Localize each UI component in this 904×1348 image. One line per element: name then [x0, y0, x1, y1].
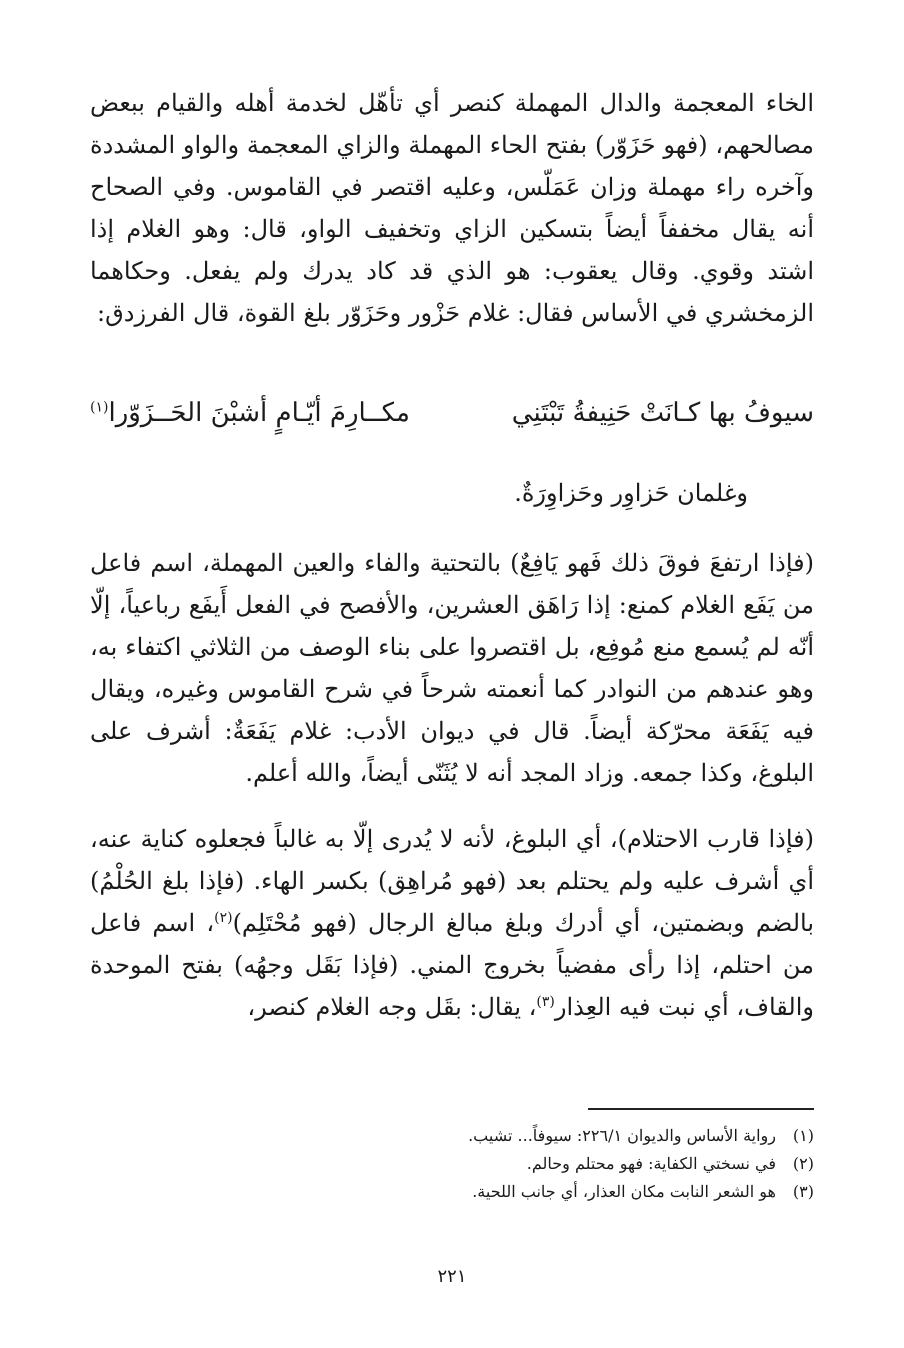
- footnote-item: [90, 1178, 814, 1206]
- paragraph-3-part-2: ، اسم فاعل من احتلم، إذا رأى مفضياً بخروج المني. (فإذا بَقَل وجهُه) بفتح الموحدة والقاف، أي نبت فيه العِذار: [90, 909, 814, 1021]
- verse-first-hemistich: سيوفُ بها كـانَتْ حَنِيفةُ تَبْتَنِي: [511, 398, 814, 428]
- footnote-marker-1: (١): [90, 399, 109, 416]
- footnotes-list: [90, 1122, 814, 1206]
- page-number: ٢٢١: [437, 1266, 467, 1287]
- footnote-marker-2: (٢): [214, 910, 233, 926]
- verse-second-hemistich: [90, 392, 410, 434]
- line-after-verse: وغلمان حَزاوِر وحَزاوِرَةٌ.: [514, 479, 748, 507]
- footnote-number: (١): [792, 1126, 814, 1145]
- footnote-number: (٢): [792, 1154, 814, 1173]
- verse-second-hemistich-text: مكــارِمَ أيّـامٍ أشبْنَ الحَــزَوّرا: [108, 398, 410, 428]
- footnote-item: [90, 1122, 814, 1150]
- footnote-divider: [588, 1108, 814, 1110]
- footnote-text: رواية الأساس والديوان ٢٢٦/١: سيوفاً... تشيب.: [468, 1126, 776, 1145]
- footnote-text: في نسختي الكفاية: فهو محتلم وحالم.: [526, 1154, 776, 1173]
- footnote-number: (٣): [792, 1182, 814, 1201]
- footnote-marker-3: (٣): [536, 994, 555, 1010]
- paragraph-1: الخاء المعجمة والدال المهملة كنصر أي تأهّل لخدمة أهله والقيام ببعض مصالحهم، (فهو حَزَوّر) بفتح الحاء المهملة والزاي المعجمة والواو المشددة وآخره راء مهملة وزان عَمَلّس، وعليه اقتصر في القاموس. وفي الصحاح أنه يقال مخففاً أيضاً بتسكين الزاي وتخفيف الواو، قال: وهو الغلام إذا اشتد وقوي. وقال يعقوب: هو الذي قد كاد يدرك ولم يفعل. وحكاهما الزمخشري في الأساس فقال: غلام حَزْور وحَزَوّر بلغ القوة، قال الفرزدق:: [90, 89, 814, 327]
- paragraph-3-part-3: ، يقال: بقَل وجه الغلام كنصر،: [247, 993, 537, 1021]
- paragraph-2: (فإذا ارتفعَ فوقَ ذلك فَهو يَافِعٌ) بالتحتية والفاء والعين المهملة، اسم فاعل من يَفَع الغلام كمنع: إذا رَاهَق العشرين، والأفصح في الفعل أَيفَع رباعياً، إلّا أنّه لم يُسمع منع مُوفِع، بل اقتصروا على بناء الوصف من الثلاثي اكتفاء به، وهو عندهم من النوادر كما أنعمته شرحاً في شرح القاموس وغيره، ويقال فيه يَفَعَة محرّكة أيضاً. قال في ديوان الأدب: غلام يَفَعَةٌ: أشرف على البلوغ، وكذا جمعه. وزاد المجد أنه لا يُثَنّى أيضاً، والله أعلم.: [90, 549, 814, 787]
- poetry-verse: [90, 392, 814, 442]
- paragraph-3: [90, 818, 814, 1028]
- paragraph-3-part-1: (فإذا قارب الاحتلام)، أي البلوغ، لأنه لا يُدرى إلّا به غالباً فجعلوه كناية عنه، أي أشرف عليه ولم يحتلم بعد (فهو مُراهِق) بكسر الهاء. (فإذا بلغ الحُلْمُ) بالضم وبضمتين، أي أدرك وبلغ مبالغ الرجال (فهو مُحْتَلِم): [90, 825, 814, 937]
- footnote-text: هو الشعر النابت مكان العذار، أي جانب اللحية.: [472, 1182, 776, 1201]
- footnote-item: [90, 1150, 814, 1178]
